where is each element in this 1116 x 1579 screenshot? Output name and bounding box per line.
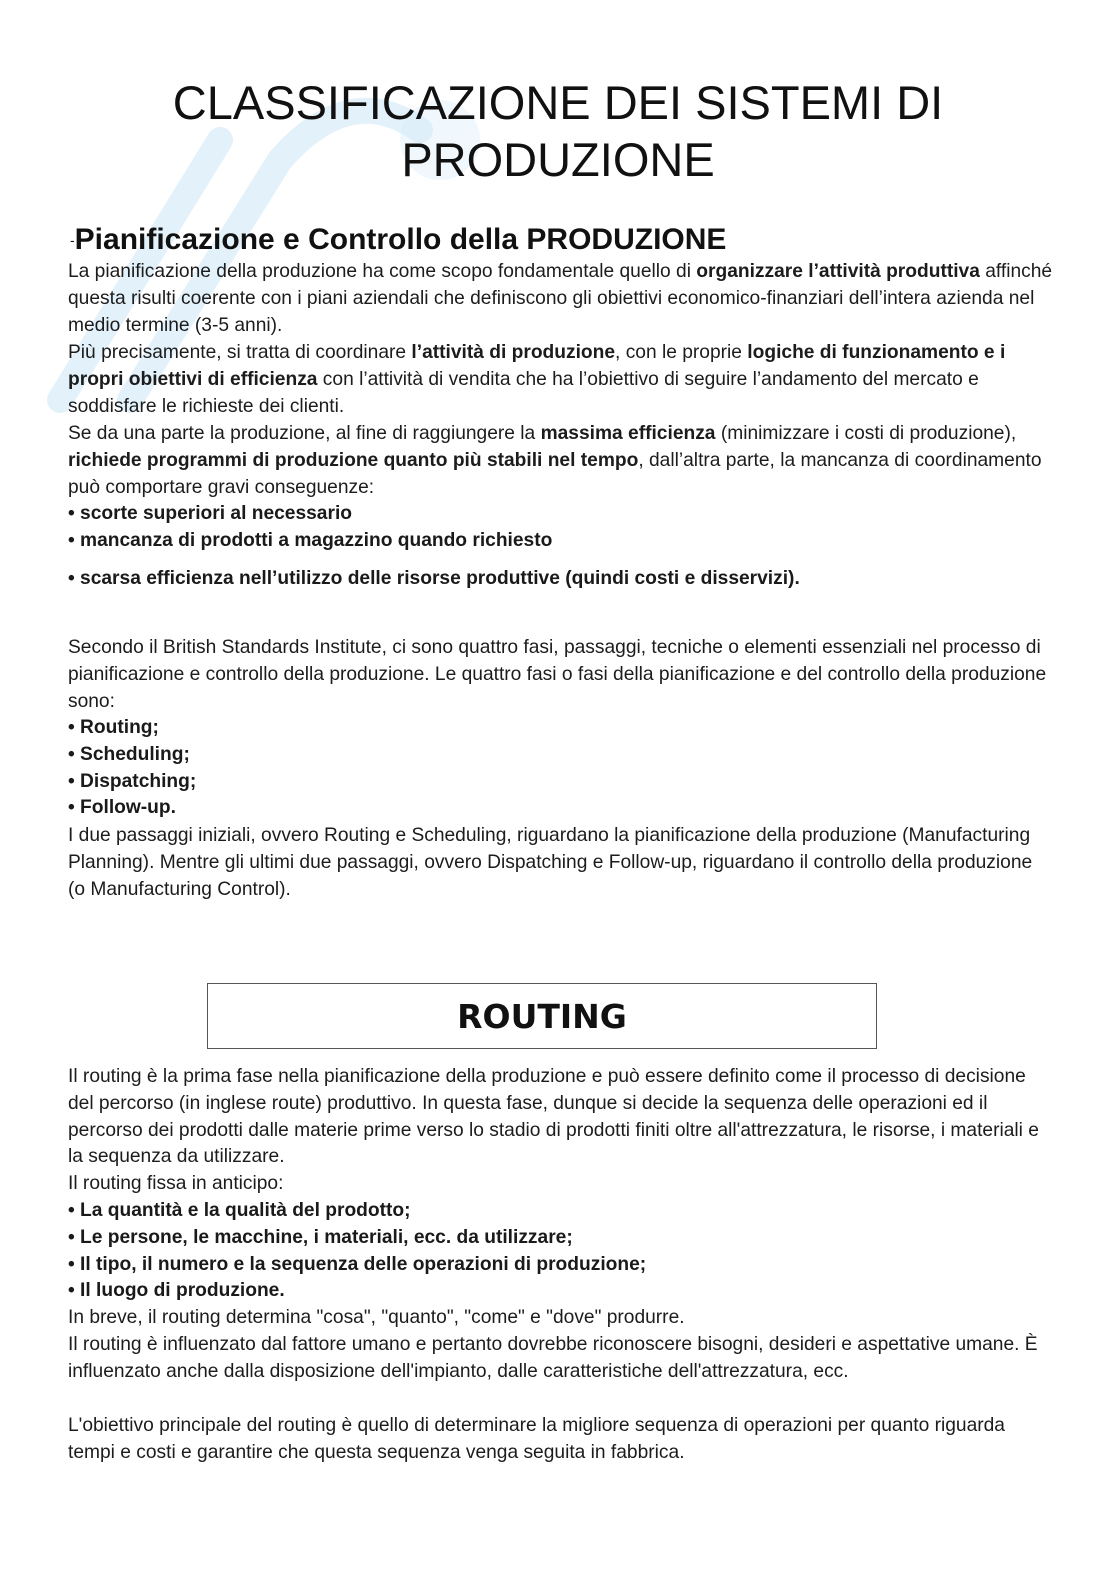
paragraph-routing-definizione: Il routing è la prima fase nella pianificazione della produzione e può essere definito come il processo di decisione del percorso (in inglese route) produttivo. In questa fase, dunque si decide la sequenza delle operazioni ed il percorso dei prodotti dalle materie prime verso lo stadio di prodotti finiti oltre all'attrezzatura, le risorse, i materiali e la sequenza da utilizzare. [68, 1066, 1039, 1168]
list-item: • Scheduling; [68, 743, 190, 765]
routing-items-list [68, 1198, 646, 1305]
paragraph-efficienza: Se da una parte la produzione, al fine di raggiungere la massima efficienza (minimizzare i costi di produzione), richiede programmi di produzione quanto più stabili nel tempo, dall’altra parte, la mancanza di coordinamento può comportare gravi conseguenze: [68, 423, 1042, 498]
paragraph-british-standards: Secondo il British Standards Institute, ci sono quattro fasi, passaggi, tecniche o elementi essenziali nel processo di pianificazione e controllo della produzione. Le quattro fasi o fasi della pianificazione e del controllo della produzione sono: [68, 637, 1047, 712]
list-item: • Routing; [68, 717, 159, 738]
paragraph-coordinamento: Più precisamente, si tratta di coordinare l’attività di produzione, con le proprie logiche di funzionamento e i propri obiettivi di efficienza con l’attività di vendita che ha l’obiettivo di seguire l’andamento del mercato e soddisfare le richieste dei clienti. [68, 342, 1006, 417]
phases-list [68, 715, 196, 822]
list-item: • Il luogo di produzione. [68, 1280, 285, 1302]
paragraph-passaggi: I due passaggi iniziali, ovvero Routing e Scheduling, riguardano la pianificazione della produzione (Manufacturing Planning). Mentre gli ultimi due passaggi, ovvero Dispatching e Follow-up, riguardano il controllo della produzione (o Manufacturing Control). [68, 825, 1033, 900]
page-title: CLASSIFICAZIONE DEI SISTEMI DI PRODUZIONE [172, 76, 944, 186]
list-item: • scorte superiori al necessario [68, 503, 352, 524]
consequences-list [68, 501, 800, 592]
list-item: • Dispatching; [68, 770, 197, 792]
list-item: • scarsa efficienza nell’utilizzo delle risorse produttive (quindi costi e disservizi). [68, 567, 800, 589]
list-item: • La quantità e la qualità del prodotto; [68, 1200, 411, 1221]
list-item: • Follow-up. [68, 797, 176, 819]
paragraph-pianificazione-scopo: La pianificazione della produzione ha come scopo fondamentale quello di organizzare l’attività produttiva affinché questa risulti coerente con i piani aziendali che definiscono gli obiettivi economico-finanziari dell’intera azienda nel medio termine (3-5 anni). [68, 261, 1053, 336]
heading-dash: - [70, 232, 75, 248]
section-heading-text: Pianificazione e Controllo della PRODUZIONE [74, 223, 727, 256]
paragraph-routing-fattore-umano: Il routing è influenzato dal fattore umano e pertanto dovrebbe riconoscere bisogni, desideri e aspettative umane. È influenzato anche dalla disposizione dell'impianto, dalle caratteristiche dell'attrezzatura, ecc. [68, 1334, 1038, 1382]
list-item: • Il tipo, il numero e la sequenza delle operazioni di produzione; [68, 1253, 647, 1275]
list-item: • Le persone, le macchine, i materiali, ecc. da utilizzare; [68, 1226, 573, 1248]
paragraph-routing-obiettivo: L'obiettivo principale del routing è quello di determinare la migliore sequenza di operazioni per quanto riguarda tempi e costi e garantire che questa sequenza venga seguita in fabbrica. [68, 1415, 1005, 1463]
paragraph-routing-fissa: Il routing fissa in anticipo: [68, 1173, 284, 1194]
paragraph-routing-breve: In breve, il routing determina "cosa", "quanto", "come" e "dove" produrre. [68, 1307, 685, 1328]
list-item: • mancanza di prodotti a magazzino quando richiesto [68, 529, 553, 551]
routing-title-box: ROUTING [207, 983, 877, 1049]
section-heading-pianificazione [70, 222, 726, 258]
